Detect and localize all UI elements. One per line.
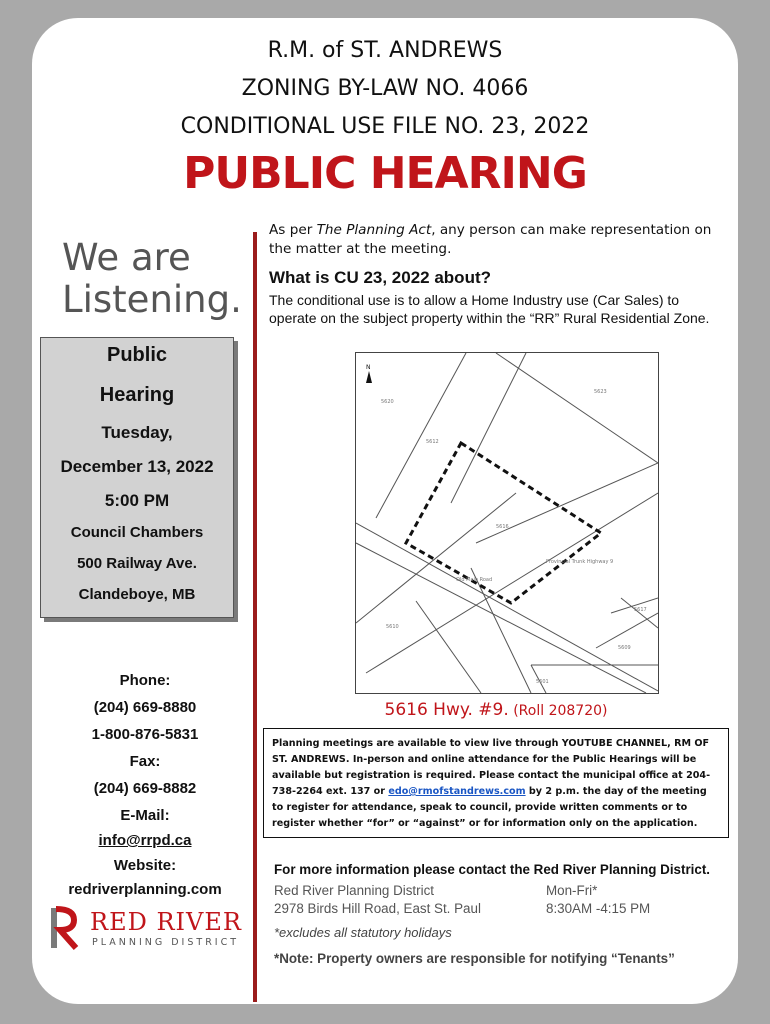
svg-text:5610: 5610 — [386, 624, 399, 630]
hearing-info-box — [40, 337, 234, 618]
office-days: Mon-Fri* — [546, 883, 598, 898]
header-municipality: R.M. of ST. ANDREWS — [267, 38, 503, 63]
registration-notice — [263, 728, 729, 838]
fax-number: (204) 669-8882 — [93, 780, 197, 797]
svg-text:5612: 5612 — [426, 439, 439, 445]
question-heading: What is CU 23, 2022 about? — [269, 268, 491, 287]
listening-line-2: Listening. — [62, 278, 242, 321]
planning-act-intro — [269, 221, 729, 259]
svg-text:5617: 5617 — [634, 607, 647, 613]
svg-text:Provincial Trunk Highway 9: Provincial Trunk Highway 9 — [546, 559, 614, 565]
phone-number-1: (204) 669-8880 — [93, 699, 197, 716]
header-bylaw: ZONING BY-LAW NO. 4066 — [241, 76, 529, 101]
office-name: Red River Planning District — [274, 883, 435, 898]
notice-text-end: by 2 p.m. the day of the meeting to register for attendance, speak to council, provide written comments or to register whether “for” or “against” or for information only on the application. — [272, 786, 707, 829]
phone-label: Phone: — [119, 672, 171, 689]
hearing-street: 500 Railway Ave. — [77, 555, 197, 572]
hearing-town: Clandeboye, MB — [78, 586, 196, 603]
tenant-note: *Note: Property owners are responsible for notifying “Tenants” — [274, 951, 675, 966]
fax-label: Fax: — [129, 753, 161, 770]
svg-text:5609: 5609 — [618, 645, 631, 651]
svg-text:5620: 5620 — [381, 399, 394, 405]
map-caption — [263, 700, 729, 720]
hearing-day: Tuesday, — [101, 423, 173, 442]
logo-mark-icon — [50, 906, 80, 950]
property-map — [355, 352, 659, 694]
cu-description: The conditional use is to allow a Home Industry use (Car Sales) to operate on the subject property within the “RR” Rural Residential Zone. — [269, 292, 710, 326]
more-info-heading: For more information please contact the Red River Planning District. — [274, 862, 711, 877]
hearing-venue: Council Chambers — [70, 524, 204, 541]
logo-name: RED RIVER — [90, 908, 242, 936]
office-hours: 8:30AM -4:15 PM — [546, 901, 651, 916]
email-link[interactable]: info@rrpd.ca — [98, 832, 192, 849]
hearing-time: 5:00 PM — [104, 491, 170, 510]
hearing-box-line-1: Public — [106, 344, 167, 366]
hearing-date: December 13, 2022 — [60, 457, 214, 476]
hearing-box-line-2: Hearing — [99, 384, 175, 406]
property-map-drawing — [356, 353, 658, 693]
listening-line-1: We are — [62, 236, 191, 279]
divider-rule — [253, 232, 257, 1002]
phone-number-2: 1-800-876-5831 — [91, 726, 199, 743]
red-river-logo — [50, 904, 250, 954]
logo-subtitle: PLANNING DISTRICT — [92, 937, 240, 948]
map-caption-roll: (Roll 208720) — [508, 703, 608, 719]
planning-act-title: The Planning Act — [316, 222, 432, 238]
svg-text:5616: 5616 — [496, 524, 509, 530]
website-link[interactable]: redriverplanning.com — [68, 881, 222, 898]
intro-text-end: , any person can make representation on the matter at the meeting. — [269, 222, 712, 257]
notice-text-start: Planning meetings are available to view live through YOUTUBE CHANNEL, RM OF ST. ANDREWS. In-person and online attendance for the Public Hearings will be available but registration is required. Please contact the municipal office at 204-738-2264 ext. 137 or — [272, 738, 711, 797]
svg-text:Old Main Road: Old Main Road — [456, 577, 493, 583]
svg-text:N: N — [366, 364, 371, 371]
website-label: Website: — [113, 857, 177, 874]
holiday-exclusion: *excludes all statutory holidays — [274, 925, 452, 940]
office-address: 2978 Birds Hill Road, East St. Paul — [274, 901, 481, 916]
notice-email-link[interactable]: edo@rmofstandrews.com — [388, 786, 526, 797]
header-file-number: CONDITIONAL USE FILE NO. 23, 2022 — [180, 114, 590, 139]
svg-text:5623: 5623 — [594, 389, 607, 395]
north-arrow-icon — [366, 364, 372, 383]
page-title: PUBLIC HEARING — [183, 148, 587, 199]
map-caption-address: 5616 Hwy. #9. — [384, 700, 509, 720]
email-label: E-Mail: — [120, 807, 170, 824]
svg-text:5601: 5601 — [536, 679, 549, 685]
intro-text-start: As per — [269, 222, 317, 238]
